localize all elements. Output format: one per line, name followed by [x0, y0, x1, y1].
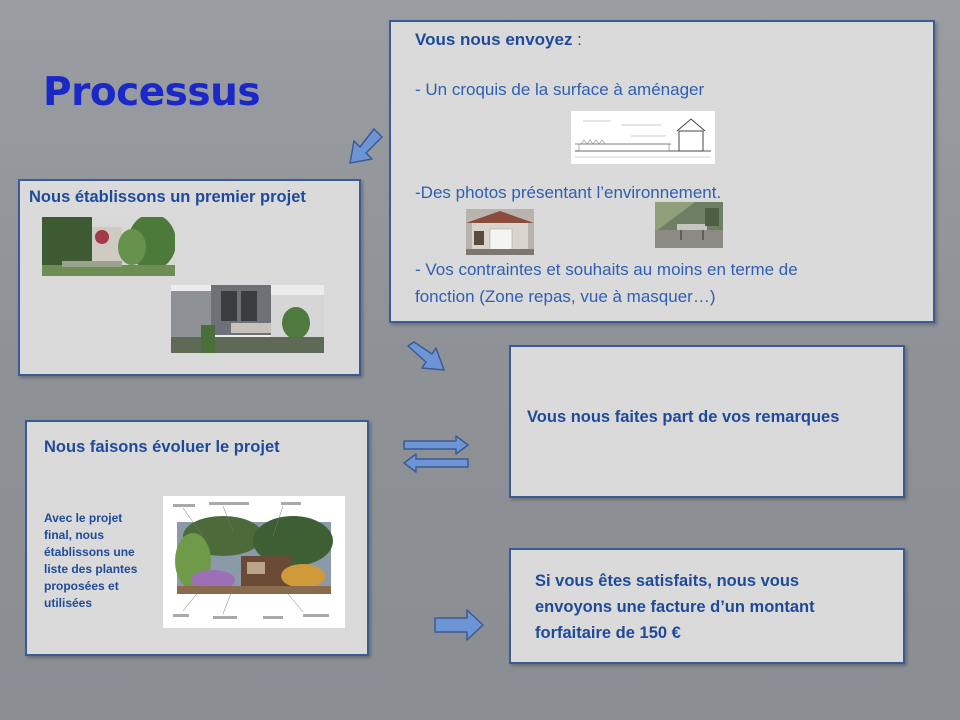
planting-plan-image — [163, 496, 345, 628]
send-heading-bold: Vous nous envoyez — [415, 30, 573, 49]
send-item-constraints-1: - Vos contraintes et souhaits au moins en terme de — [415, 260, 798, 279]
arrow-right-icon — [433, 608, 485, 642]
terrace-render-image — [171, 285, 324, 353]
invoice-line-3: forfaitaire de 150 € — [535, 624, 681, 642]
evolve-heading: Nous faisons évoluer le projet — [44, 438, 280, 456]
garden-render-image — [42, 217, 175, 276]
evolve-body-5: proposées et — [44, 579, 119, 593]
page-title: Processus — [43, 70, 261, 115]
remarks-box — [509, 345, 905, 498]
garden-photo — [655, 202, 723, 248]
send-heading — [415, 30, 582, 50]
house-photo — [466, 209, 534, 255]
invoice-box — [509, 548, 905, 664]
arrow-down-right-icon — [404, 340, 448, 374]
evolve-body-2: final, nous — [44, 528, 104, 542]
exchange-arrows-icon — [402, 434, 470, 474]
evolve-box — [25, 420, 369, 656]
send-box — [389, 20, 935, 323]
send-item-sketch: - Un croquis de la surface à aménager — [415, 80, 705, 99]
send-item-constraints-2: fonction (Zone repas, vue à masquer…) — [415, 287, 716, 306]
evolve-body-6: utilisées — [44, 596, 93, 610]
evolve-body-1: Avec le projet — [44, 511, 123, 525]
evolve-body-4: liste des plantes — [44, 562, 138, 576]
sketch-image — [571, 111, 715, 164]
evolve-body-3: établissons une — [44, 545, 135, 559]
send-heading-colon: : — [572, 30, 582, 49]
invoice-line-1: Si vous êtes satisfaits, nous vous — [535, 572, 800, 590]
first-project-heading: Nous établissons un premier projet — [29, 188, 306, 206]
arrow-down-left-icon — [346, 127, 386, 167]
invoice-line-2: envoyons une facture d’un montant — [535, 598, 815, 616]
first-project-box — [18, 179, 361, 376]
send-item-photos: -Des photos présentant l’environnement. — [415, 183, 722, 202]
remarks-text: Vous nous faites part de vos remarques — [527, 408, 840, 426]
